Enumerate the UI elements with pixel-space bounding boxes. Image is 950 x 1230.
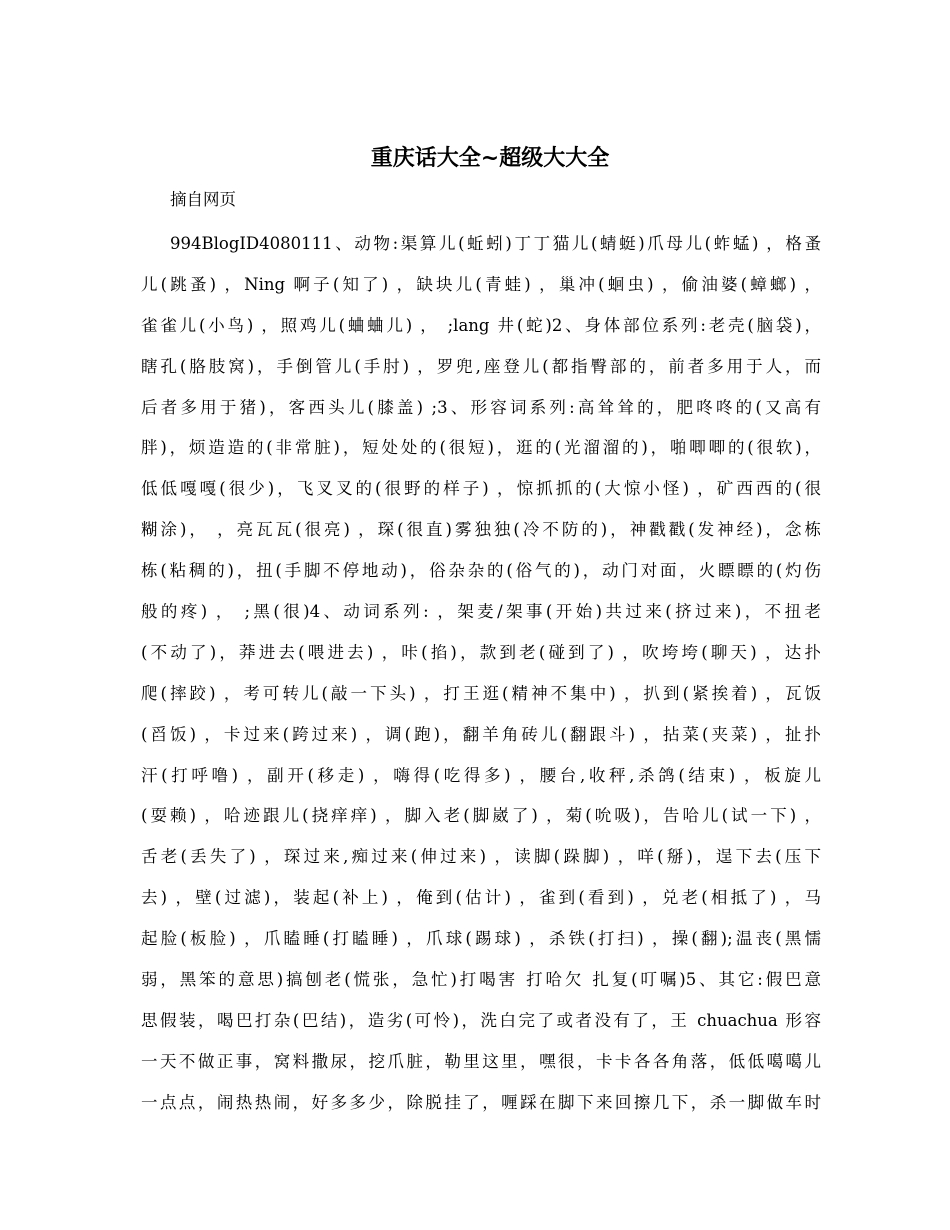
body-text-line: 低低嘎嘎(很少)，飞叉叉的(很野的样子) ，惊抓抓的(大惊小怪) ，矿西西的(很: [141, 479, 821, 499]
body-text-line: 后者多用于猪)，客西头儿(膝盖) ;3、形容词系列:高耸耸的，肥咚咚的(又高有: [141, 397, 821, 417]
body-text-line: 汗(打呼噜) ，副开(移走) ，嗨得(吃得多) ，腰台,收秤,杀鸽(结束) ，板旋儿: [141, 765, 821, 785]
body-text-line: (舀饭) ，卡过来(跨过来) ，调(跑)，翻羊角砖儿(翻跟斗) ，拈菜(夹菜) ，扯扑: [141, 724, 821, 744]
document-body: [141, 230, 821, 1130]
body-text-line: 一天不做正事，窝料撒尿，挖爪脏，勒里这里，嘿很，卡卡各各角落，低低噶噶儿: [141, 1051, 821, 1071]
body-text-line: 雀雀儿(小鸟) ，照鸡儿(蛐蛐儿) ， ;lang 井(蛇)2、身体部位系列:老壳(脑袋)，: [141, 315, 821, 335]
body-text-line: 般的疼) ， ;黑(很)4、动词系列: ，架麦/架事(开始)共过来(挤过来)，不扭老: [141, 602, 821, 622]
body-text-line: 栋(粘稠的)，扭(手脚不停地动)，俗杂杂的(俗气的)，动门对面，火瞟瞟的(灼伤: [141, 561, 821, 581]
body-text-line: 儿(跳蚤) ，Ning 啊子(知了) ，缺块儿(青蛙) ，巢冲(蛔虫) ，偷油婆(蟑螂) ，: [141, 274, 821, 294]
body-text-line: 去) ，壁(过滤)，装起(补上) ，俺到(估计) ，雀到(看到) ，兑老(相抵了) ，马: [141, 888, 821, 908]
body-text-line: 糊涂)， ，亮瓦瓦(很亮) ，琛(很直)雾独独(冷不防的)，神戳戳(发神经)，念栋: [141, 520, 821, 540]
body-text-line: (耍赖) ，哈迹跟儿(挠痒痒) ，脚入老(脚崴了) ，菊(吮吸)，告哈儿(试一下) ，: [141, 806, 821, 826]
body-text-line: 一点点，闹热热闹，好多多少，除脱挂了，喱踩在脚下来回擦几下，杀一脚做车时: [141, 1092, 821, 1112]
body-text-line: 起脸(板脸) ，爪瞌睡(打瞌睡) ，爪球(踢球) ，杀铁(打扫) ，操(翻);温丧(黑懦: [141, 929, 821, 949]
body-text-line: 舌老(丢失了) ，琛过来,痴过来(伸过来) ，读脚(跺脚) ，咩(掰)，逞下去(压下: [141, 847, 821, 867]
document-title: 重庆话大全~超级大大全: [370, 145, 610, 171]
body-text-line: 胖)，烦造造的(非常脏)，短处处的(很短)，逛的(光溜溜的)，啪唧唧的(很软)，: [141, 438, 821, 458]
body-text-line: 思假装，喝巴打杂(巴结)，造劣(可怜)，洗白完了或者没有了，王 chuachua 形容: [141, 1010, 821, 1030]
body-text-line: (不动了)，莽进去(喂进去) ，咔(掐)，款到老(碰到了) ，吹垮垮(聊天) ，达扑: [141, 642, 821, 662]
body-text-line: 弱，黑笨的意思)搞刨老(慌张，急忙)打喝害 打哈欠 扎复(叮嘱)5、其它:假巴意: [141, 970, 821, 990]
body-text-line: 瞎孔(胳肢窝)，手倒管儿(手肘) ，罗兜,座登儿(都指臀部的，前者多用于人，而: [141, 356, 821, 376]
body-text-line: 994BlogID4080111、动物:渠算儿(蚯蚓)丁丁猫儿(蜻蜓)爪母儿(蚱蜢) ，格蚤: [170, 234, 821, 253]
document-source: 摘自网页: [170, 190, 236, 209]
body-text-line: 爬(摔跤) ，考可转儿(敲一下头) ，打王逛(精神不集中) ，扒到(紧挨着) ，瓦饭: [141, 683, 821, 703]
